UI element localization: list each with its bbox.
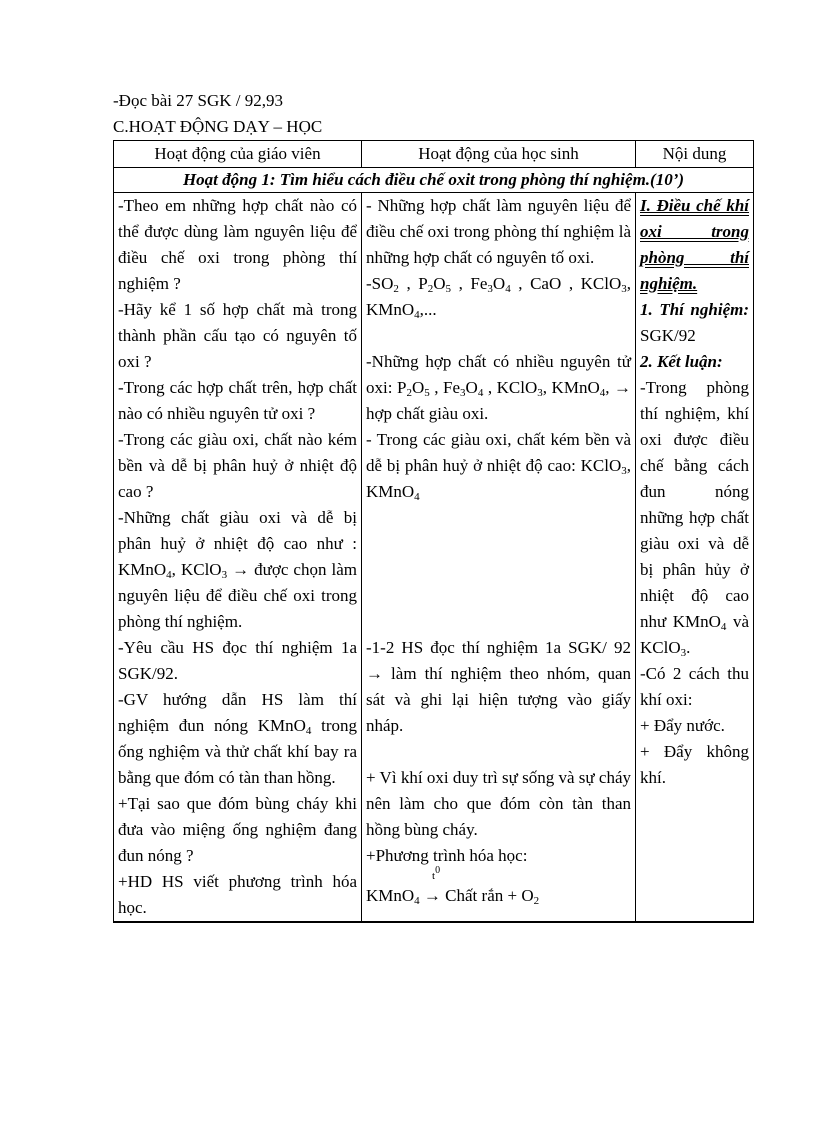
spacer bbox=[366, 739, 631, 765]
lesson-table bbox=[113, 140, 754, 923]
student-answer: -Những hợp chất có nhiều nguyên tử oxi: $P_2O_5$ , $Fe_3O_4$ , KClO$_3$, KMnO$_4$, → hợp chất giàu oxi. bbox=[366, 352, 632, 423]
student-answer: - Trong các giàu oxi, chất kém bền và dễ bị phân huỷ ở nhiệt độ cao: KClO$_3$, KMnO$_4$ bbox=[366, 430, 631, 503]
student-answer: + Vì khí oxi duy trì sự sống và sự cháy nên làm cho que đóm còn tàn than hồng bùng cháy. bbox=[366, 768, 631, 839]
spacer bbox=[366, 609, 631, 635]
spacer bbox=[366, 557, 631, 583]
content-row bbox=[114, 193, 754, 923]
activity-title-row bbox=[114, 168, 754, 193]
student-answer: -1-2 HS đọc thí nghiệm 1a SGK/ 92 → làm thí nghiệm theo nhóm, quan sát và ghi lại hiện tượng vào giấy nháp. bbox=[366, 638, 631, 735]
spacer bbox=[366, 583, 631, 609]
teacher-statement: -Những chất giàu oxi và dễ bị phân huỷ ở nhiệt độ cao như : KMnO$_4$, KClO$_3$ → được chọn làm nguyên liệu để điều chế oxi trong phòng thí nghiệm. bbox=[118, 508, 357, 631]
content-text: -Có 2 cách thu khí oxi: bbox=[640, 664, 749, 709]
header-teacher: Hoạt động của giáo viên bbox=[114, 141, 362, 168]
reaction-condition: $t^0$ bbox=[432, 865, 441, 882]
teacher-statement: +HD HS viết phương trình hóa học. bbox=[118, 872, 357, 917]
document-page bbox=[113, 88, 753, 923]
student-answer: - Những hợp chất làm nguyên liệu để điều chế oxi trong phòng thí nghiệm là những hợp chất có nguyên tố oxi. bbox=[366, 196, 631, 267]
header-content: Nội dung bbox=[636, 141, 754, 168]
student-answer: $-SO_2$ , $P_2O_5$ , $Fe_3O_4$ , CaO , KClO$_3$, KMnO$_4$,... bbox=[366, 274, 631, 321]
activity-title: Hoạt động 1: Tìm hiểu cách điều chế oxit trong phòng thí nghiệm.(10’) bbox=[114, 168, 754, 193]
student-answer: +Phương trình hóa học: bbox=[366, 846, 528, 865]
content-subheading: 2. Kết luận: bbox=[640, 352, 723, 371]
student-column bbox=[362, 193, 636, 923]
teacher-statement: -GV hướng dẫn HS làm thí nghiệm đun nóng KMnO$_4$ trong ống nghiệm và thử chất khí bay ra bằng que đóm có tàn than hồng. bbox=[118, 690, 357, 787]
content-text: + Đẩy không khí. bbox=[640, 742, 749, 787]
spacer bbox=[366, 531, 631, 557]
spacer bbox=[366, 323, 631, 349]
reaction-equation: KMnO$_4$ → Chất rắn + $O_2$ bbox=[366, 886, 540, 907]
spacer bbox=[366, 505, 631, 531]
teacher-question: +Tại sao que đóm bùng cháy khi đưa vào miệng ống nghiệm đang đun nóng ? bbox=[118, 794, 357, 865]
section-heading: C.HOẠT ĐỘNG DẠY – HỌC bbox=[113, 117, 323, 136]
table-header-row bbox=[114, 141, 754, 168]
reading-assignment: -Đọc bài 27 SGK / 92,93 bbox=[113, 91, 283, 110]
teacher-question: -Trong các giàu oxi, chất nào kém bền và dễ bị phân huỷ ở nhiệt độ cao ? bbox=[118, 430, 357, 501]
teacher-question: -Theo em những hợp chất nào có thể được dùng làm nguyên liệu để điều chế oxi trong phòng thí nghiệm ? bbox=[118, 196, 357, 293]
teacher-question: -Yêu cầu HS đọc thí nghiệm 1a SGK/92. bbox=[118, 638, 357, 683]
teacher-question: -Trong các hợp chất trên, hợp chất nào có nhiều nguyên tử oxi ? bbox=[118, 378, 357, 423]
content-heading: I. Điều chế khí oxi trong phòng thí nghiệm. bbox=[640, 196, 749, 293]
header-student: Hoạt động của học sinh bbox=[362, 141, 636, 168]
teacher-column bbox=[114, 193, 362, 923]
teacher-question: -Hãy kể 1 số hợp chất mà trong thành phần cấu tạo có nguyên tố oxi ? bbox=[118, 300, 357, 371]
content-text: -Trong phòng thí nghiệm, khí oxi được điều chế bằng cách đun nóng những hợp chất giàu oxi và dễ bị phân hủy ở nhiệt độ cao như KMnO$_4$ và KClO$_3$. bbox=[640, 378, 749, 659]
content-subheading: 1. Thí nghiệm: SGK/92 bbox=[640, 300, 749, 345]
content-text: + Đẩy nước. bbox=[640, 716, 725, 735]
content-column bbox=[636, 193, 754, 923]
